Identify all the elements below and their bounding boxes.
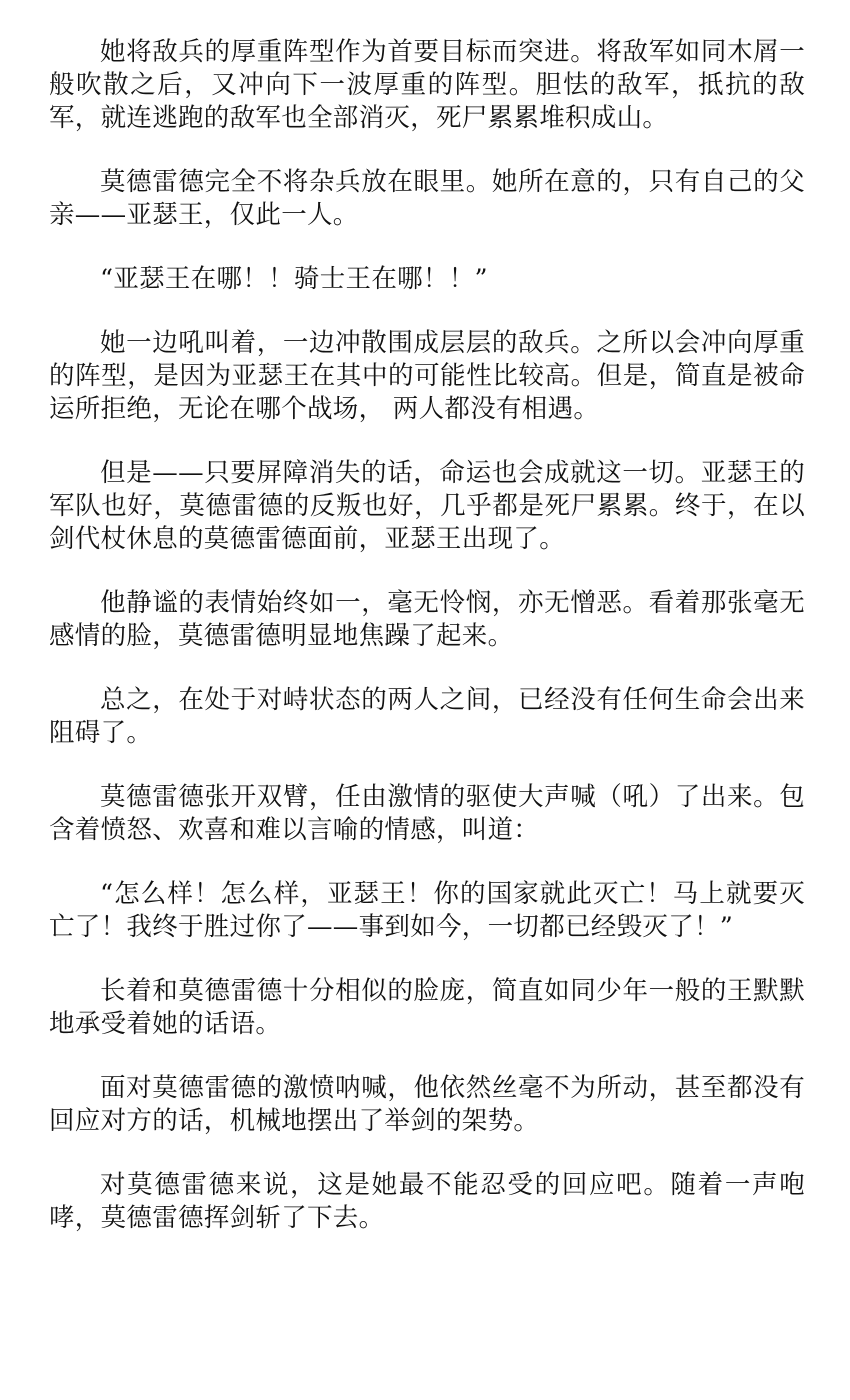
paragraph: 面对莫德雷德的激愤呐喊，他依然丝毫不为所动，甚至都没有回应对方的话，机械地摆出了举剑的架势。	[49, 1073, 805, 1136]
paragraph: 总之，在处于对峙状态的两人之间，已经没有任何生命会出来阻碍了。	[49, 685, 805, 748]
paragraph: 对莫德雷德来说，这是她最不能忍受的回应吧。随着一声咆哮，莫德雷德挥剑斩了下去。	[49, 1170, 805, 1233]
paragraph: 她将敌兵的厚重阵型作为首要目标而突进。将敌军如同木屑一般吹散之后，又冲向下一波厚重的阵型。胆怯的敌军，抵抗的敌军，就连逃跑的敌军也全部消灭，死尸累累堆积成山。	[49, 37, 805, 133]
paragraph: 长着和莫德雷德十分相似的脸庞，简直如同少年一般的王默默地承受着她的话语。	[49, 976, 805, 1039]
paragraph: 但是——只要屏障消失的话，命运也会成就这一切。亚瑟王的军队也好，莫德雷德的反叛也好，几乎都是死尸累累。终于，在以剑代杖休息的莫德雷德面前，亚瑟王出现了。	[49, 458, 805, 554]
paragraph: 莫德雷德张开双臂，任由激情的驱使大声喊（吼）了出来。包含着愤怒、欢喜和难以言喻的情感，叫道：	[49, 782, 805, 845]
paragraph: “亚瑟王在哪！！骑士王在哪！！”	[100, 264, 488, 294]
paragraph: “怎么样！怎么样，亚瑟王！你的国家就此灭亡！马上就要灭亡了！我终于胜过你了——事到如今，一切都已经毁灭了！”	[49, 879, 805, 942]
document-page	[49, 36, 805, 1266]
paragraph: 莫德雷德完全不将杂兵放在眼里。她所在意的，只有自己的父亲——亚瑟王，仅此一人。	[49, 167, 805, 230]
paragraph: 他静谧的表情始终如一，毫无怜悯，亦无憎恶。看着那张毫无感情的脸，莫德雷德明显地焦躁了起来。	[49, 588, 805, 651]
paragraph: 她一边吼叫着，一边冲散围成层层的敌兵。之所以会冲向厚重的阵型，是因为亚瑟王在其中的可能性比较高。但是，简直是被命运所拒绝，无论在哪个战场， 两人都没有相遇。	[49, 328, 805, 424]
